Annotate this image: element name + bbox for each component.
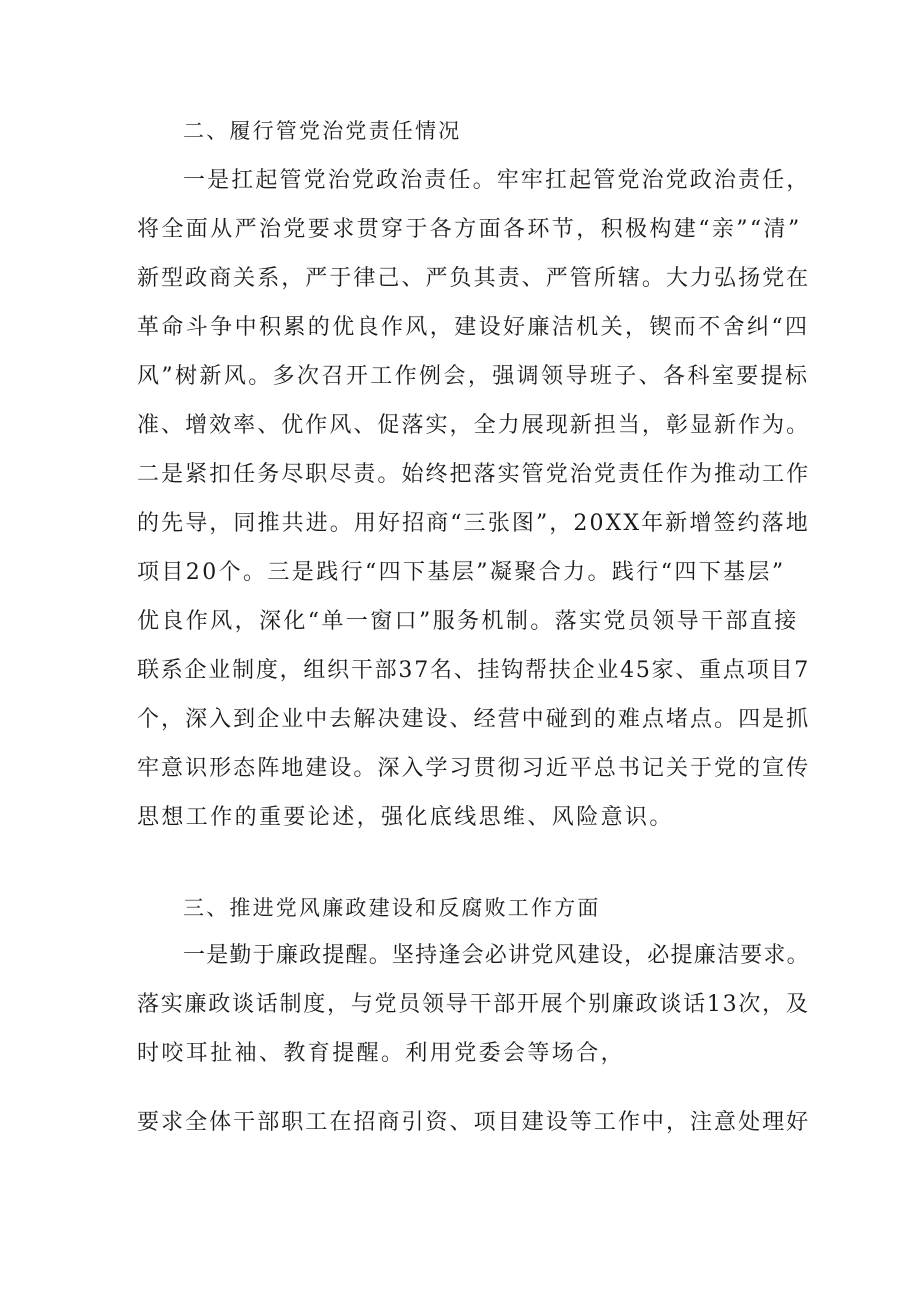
continuation-line: 要求全体干部职工在招商引资、项目建设等工作中，注意处理好 <box>137 1110 811 1135</box>
section-2-line: 牢意识形态阵地建设。深入学习贯彻习近平总书记关于党的宣传 <box>137 756 811 781</box>
section-2-line: 二是紧扣任务尽职尽责。始终把落实管党治党责任作为推动工作 <box>137 462 811 487</box>
section-3-line: 落实廉政谈话制度，与党员领导干部开展个别廉政谈话13次，及 <box>137 992 810 1017</box>
section-2-line: 革命斗争中积累的优良作风，建设好廉洁机关，锲而不舍纠“四 <box>137 315 810 340</box>
section-2-line: 思想工作的重要论述，强化底线思维、风险意识。 <box>137 805 674 830</box>
section-2-heading: 二、履行管党治党责任情况 <box>183 119 462 143</box>
section-2-line: 将全面从严治党要求贯穿于各方面各环节，积极构建“亲”“清” <box>137 217 802 242</box>
section-2-line: 一是扛起管党治党政治责任。牢牢扛起管党治党政治责任， <box>183 168 811 193</box>
section-2-line: 项目20个。三是践行“四下基层”凝聚合力。践行“四下基层” <box>137 560 786 585</box>
section-2-line: 优良作风，深化“单一窗口”服务机制。落实党员领导干部直接 <box>137 609 799 634</box>
section-3-line: 一是勤于廉政提醒。坚持逢会必讲党风建设，必提廉洁要求。 <box>183 943 810 968</box>
section-2-line: 联系企业制度，组织干部37名、挂钩帮扶企业45家、重点项目7 <box>137 658 810 683</box>
section-2-line: 风”树新风。多次召开工作例会，强调领导班子、各科室要提标 <box>137 364 810 389</box>
section-2-line: 新型政商关系，严于律己、严负其责、严管所辖。大力弘扬党在 <box>137 266 811 291</box>
section-2-line: 的先导，同推共进。用好招商“三张图”，20XX年新增签约落地 <box>137 511 810 536</box>
section-3-line: 时咬耳扯袖、教育提醒。利用党委会等场合， <box>137 1041 626 1066</box>
section-3-heading: 三、推进党风廉政建设和反腐败工作方面 <box>183 896 601 920</box>
section-2-line: 准、增效率、优作风、促落实，全力展现新担当，彰显新作为。 <box>137 413 811 438</box>
section-2-line: 个，深入到企业中去解决建设、经营中碰到的难点堵点。四是抓 <box>137 707 811 732</box>
